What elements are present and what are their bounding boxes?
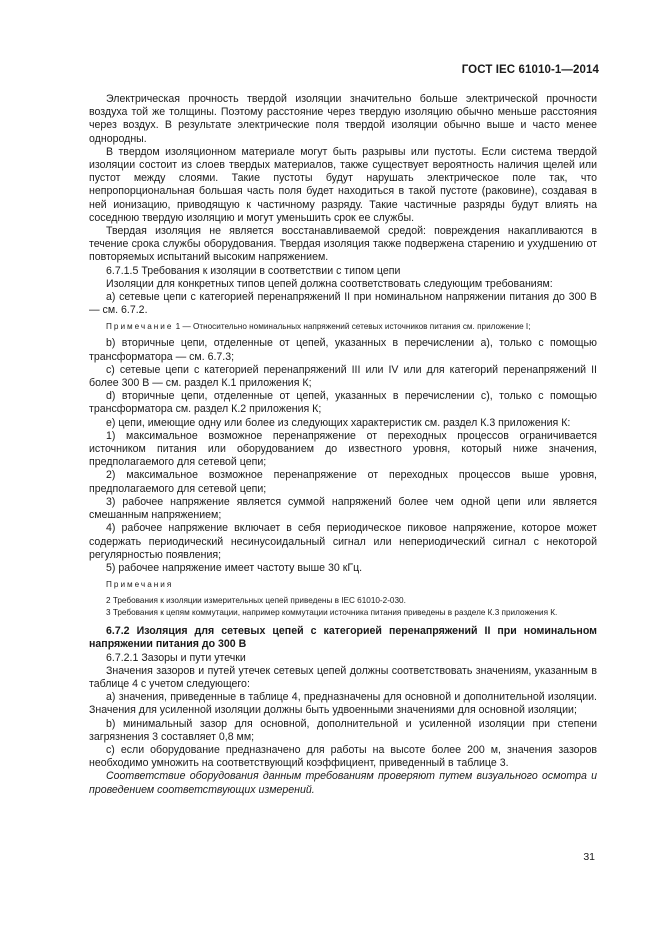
list-item: 1) максимальное возможное перенапряжение от переходных процессов ограничивается источником питания или оборудованием до известного уровня, который ниже значения, предполагаемого для сетевой цепи; <box>89 429 597 469</box>
list-item: 5) рабочее напряжение имеет частоту выше 30 кГц. <box>106 561 363 574</box>
list-item: b) минимальный зазор для основной, дополнительной и усиленной изоляции при степени загрязнения 3 составляет 0,8 мм; <box>89 717 597 743</box>
note-label: Примечание <box>106 322 174 332</box>
paragraph: Электрическая прочность твердой изоляции значительно больше электрической прочности воздуха той же толщины. Поэтому расстояние через твердую изоляцию обычно меньше расстояния через воздух. В результате электрические поля твердой изоляции обычно выше и часто менее однородны. <box>89 93 597 145</box>
list-item: b) вторичные цепи, отделенные от цепей, указанных в перечислении а), только с помощью трансформатора — см. 6.7.3; <box>89 337 597 363</box>
note-item: 2 Требования к изоляции измерительных цепей приведены в IEC 61010-2-030. <box>106 596 406 606</box>
section-heading-672: 6.7.2 Изоляция для сетевых цепей с категорией перенапряжений II при номинальном напряжении питания до 300 В <box>89 625 597 651</box>
paragraph: Изоляции для конкретных типов цепей должна соответствовать следующим требованиям: <box>106 277 553 290</box>
notes-label <box>89 579 597 591</box>
list-item: d) вторичные цепи, отделенные от цепей, указанных в перечислении с), только с помощью трансформатора см. раздел К.2 приложения К; <box>89 390 597 416</box>
list-item: 2) максимальное возможное перенапряжение от переходных процессов выше уровня, предполагаемого для сетевой цепи; <box>89 469 597 495</box>
note-text: 1 — Относительно номинальных напряжений сетевых источников питания см. приложение I; <box>173 322 531 332</box>
list-item: е) цепи, имеющие одну или более из следующих характеристик см. раздел К.3 приложения К: <box>106 416 571 429</box>
list-item: 3) рабочее напряжение является суммой напряжений более чем одной цепи или является смешанным напряжением; <box>89 495 597 522</box>
list-item: а) сетевые цепи с категорией перенапряжений II при номинальном напряжении питания до 300 В — см. 6.7.2. <box>89 291 597 317</box>
paragraph: Значения зазоров и путей утечек сетевых цепей должны соответствовать значениям, указанным в таблице 4 с учетом следующего: <box>89 664 597 690</box>
note-1 <box>89 321 597 333</box>
page-number: 31 <box>583 851 595 863</box>
list-item: а) значения, приведенные в таблице 4, предназначены для основной и дополнительной изоляции. Значения для усиленной изоляции должны быть удвоенными значениями для основной изоляции; <box>89 691 597 717</box>
clause-heading-6715: 6.7.1.5 Требования к изоляции в соответствии с типом цепи <box>106 264 401 277</box>
page-content <box>89 93 597 797</box>
notes-label-text: Примечания <box>106 580 174 590</box>
document-header: ГОСТ IEC 61010-1—2014 <box>461 64 599 76</box>
paragraph: В твердом изоляционном материале могут быть разрывы или пустоты. Если система твердой изоляции состоит из слоев твердых материалов, также существует вероятность наличия щелей или пустот между слоями. Такие пустоты будут нарушать электрическое поле так, что непропорциональная большая часть поля будет находиться в такой пустоте (раковине), создавая в ней ионизацию, приводящую к частичному разряду. Такие частичные разряды будут влиять на соседнюю твердую изоляцию и могут уменьшить срок ее службы. <box>89 145 597 224</box>
paragraph: Твердая изоляция не является восстанавливаемой средой: повреждения накапливаются в течение срока службы оборудования. Твердая изоляция также подвержена старению и ухудшению от повторяемых испытаний высоким напряжением. <box>89 225 597 264</box>
list-item: c) сетевые цепи с категорией перенапряжений III или IV или для категорий перенапряжений II более 300 В — см. раздел К.1 приложения К; <box>89 363 597 390</box>
clause-heading-6721: 6.7.2.1 Зазоры и пути утечки <box>106 651 246 664</box>
list-item: 4) рабочее напряжение включает в себя периодическое пиковое напряжение, которое может содержать периодический несинусоидальный сигнал или непериодический сигнал с некоторой регулярностью появления; <box>89 522 597 561</box>
compliance-statement: Соответствие оборудования данным требованиям проверяют путем визуального осмотра и проведением соответствующих измерений. <box>89 770 597 796</box>
list-item: с) если оборудование предназначено для работы на высоте более 200 м, значения зазоров необходимо умножить на соответствующий коэффициент, приведенный в таблице 3. <box>89 743 597 770</box>
note-item: 3 Требования к цепям коммутации, например коммутации источника питания приведены в разделе К.3 приложения К. <box>106 608 558 618</box>
